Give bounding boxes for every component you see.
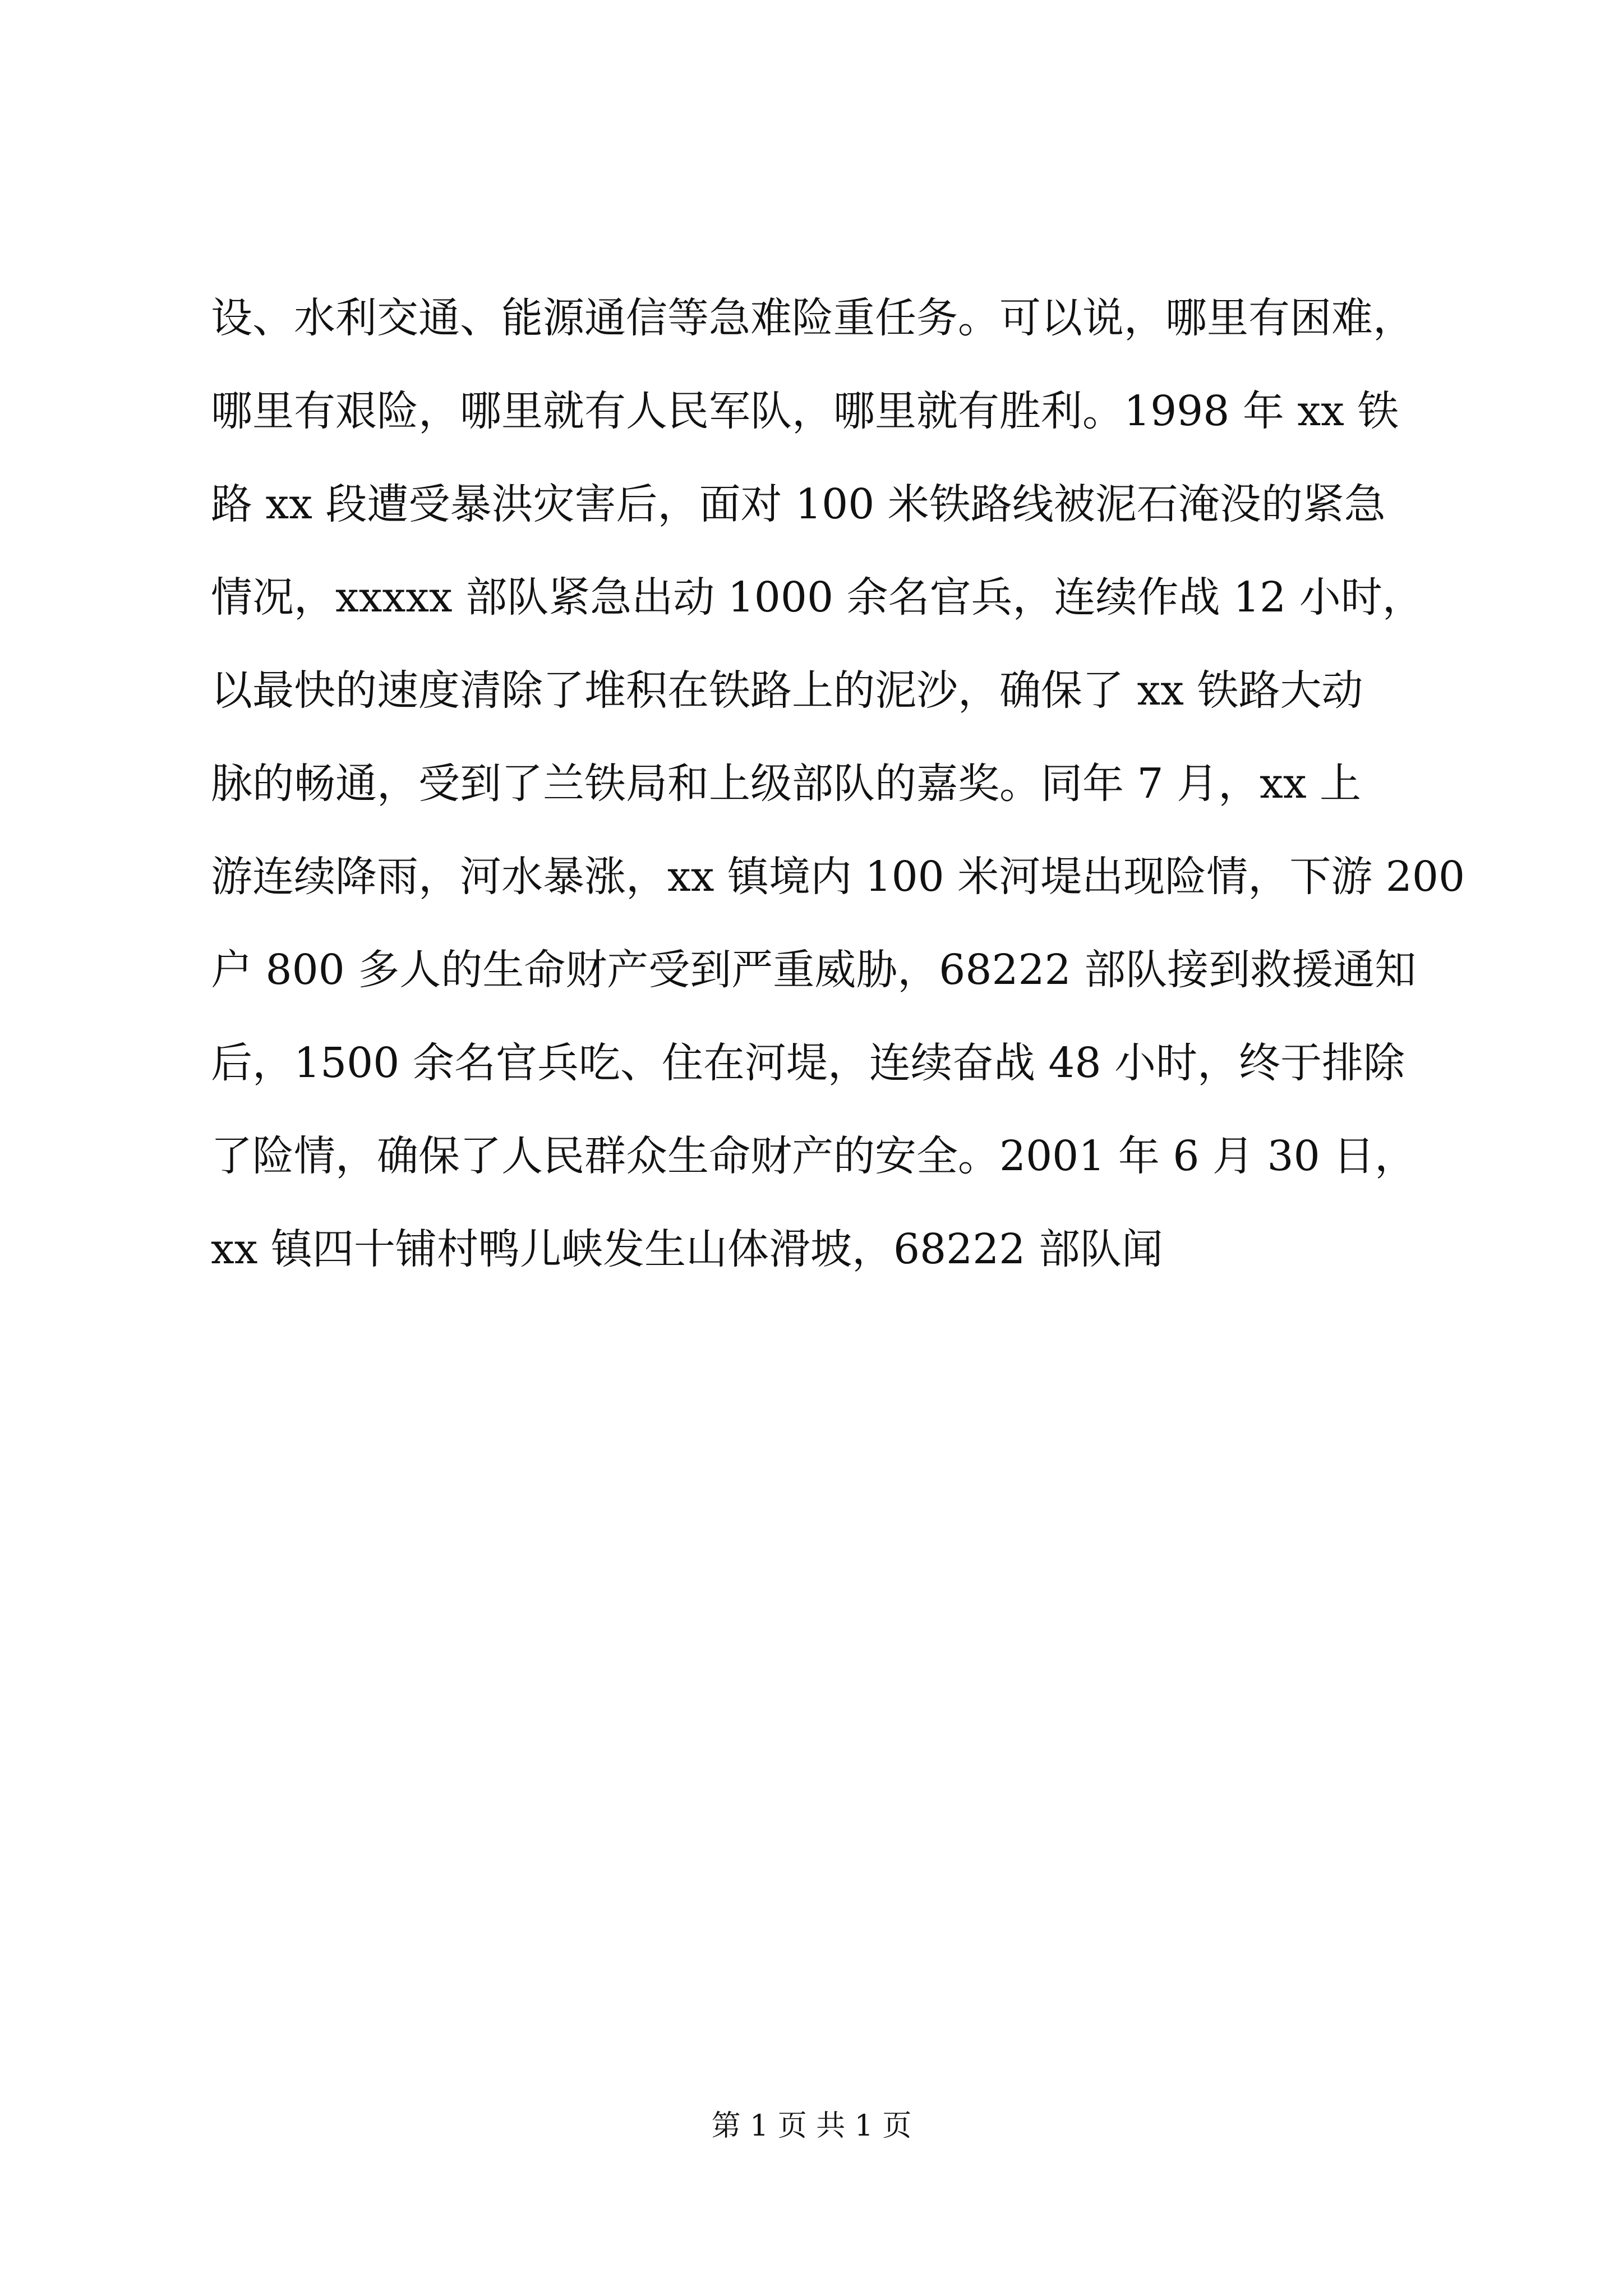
paragraph-line: 脉的畅通，受到了兰铁局和上级部队的嘉奖。同年 7 月，xx 上 — [211, 760, 1362, 808]
paragraph-line: xx 镇四十铺村鸭儿峡发生山体滑坡，68222 部队闻 — [211, 1225, 1163, 1273]
paragraph-line: 路 xx 段遭受暴洪灾害后，面对 100 米铁路线被泥石淹没的紧急 — [211, 480, 1386, 528]
paragraph-line: 以最快的速度清除了堆积在铁路上的泥沙，确保了 xx 铁路大动 — [211, 666, 1363, 715]
page-footer — [0, 2104, 1623, 2148]
paragraph-line: 后，1500 余名官兵吃、住在河堤，连续奋战 48 小时，终于排除 — [211, 1039, 1405, 1087]
page-number-label: 第 1 页 共 1 页 — [711, 2109, 912, 2143]
paragraph-line: 哪里有艰险，哪里就有人民军队，哪里就有胜利。1998 年 xx 铁 — [211, 387, 1399, 435]
paragraph-line: 户 800 多人的生命财产受到严重威胁，68222 部队接到救援通知 — [211, 946, 1417, 994]
paragraph-line: 设、水利交通、能源通信等急难险重任务。可以说，哪里有困难， — [211, 294, 1414, 342]
body-paragraph — [211, 272, 1465, 1296]
paragraph-line: 情况，xxxxx 部队紧急出动 1000 余名官兵，连续作战 12 小时， — [211, 573, 1424, 622]
paragraph-line: 了险情，确保了人民群众生命财产的安全。2001 年 6 月 30 日， — [211, 1132, 1417, 1180]
paragraph-line: 游连续降雨，河水暴涨，xx 镇境内 100 米河堤出现险情，下游 200 — [211, 853, 1465, 901]
